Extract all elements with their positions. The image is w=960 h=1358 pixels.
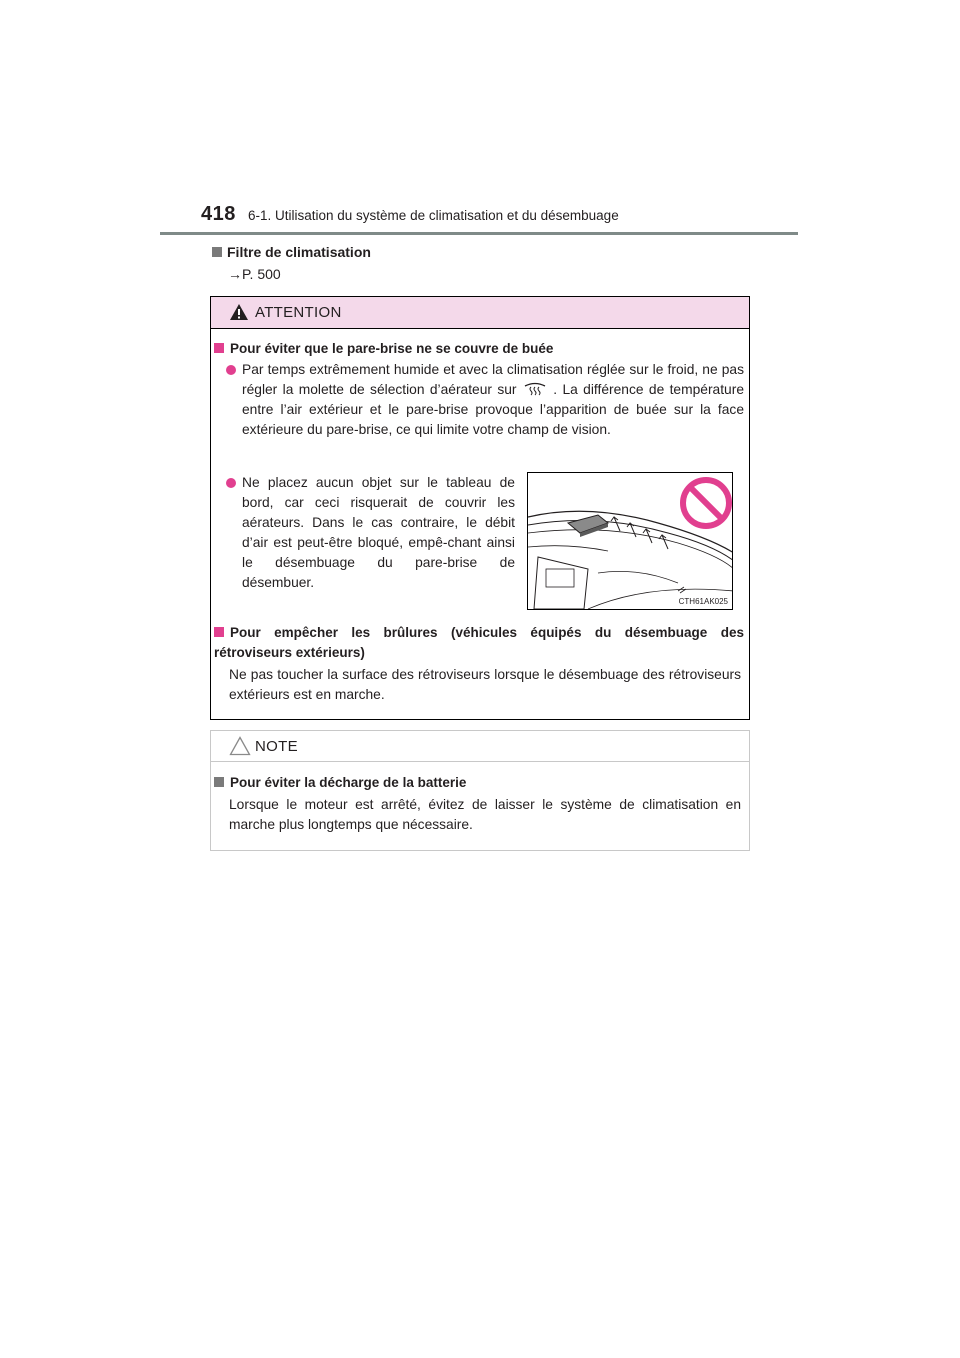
note-box — [210, 730, 750, 851]
illustration-code: CTH61AK025 — [678, 597, 728, 606]
warning-triangle-icon — [229, 303, 249, 321]
square-bullet-icon — [214, 777, 224, 787]
bullet-icon — [226, 478, 236, 488]
attention-section2-text: Ne pas toucher la surface des rétroviseurs lorsque le désembuage des rétroviseurs extérieurs est en marche. — [229, 667, 741, 702]
header-rule — [160, 232, 798, 235]
attention-bullet2: Ne placez aucun objet sur le tableau de bord, car ceci risquerait de couvrir les aérateurs. Dans le cas contraire, le débit d’air est peut-être bloqué, empê-chant ainsi le désembuage du pare-brise de désembuer. — [242, 475, 515, 590]
intro-heading — [212, 244, 371, 260]
section-title: 6-1. Utilisation du système de climatisation et du désembuage — [248, 208, 619, 223]
note-title: NOTE — [255, 738, 298, 755]
attention-section2-heading — [214, 623, 744, 663]
attention-section2-heading-text: Pour empêcher les brûlures (véhicules équipés du désembuage des rétroviseurs extérieurs) — [214, 625, 744, 660]
attention-bullet1-text-a: Par temps extrêmement humide et avec la climatisation réglée sur le froid, ne pas régler la molette de sélection d’aérateur sur — [242, 362, 744, 397]
page-number: 418 — [201, 203, 236, 225]
note-heading — [214, 773, 744, 793]
square-bullet-icon — [214, 343, 224, 353]
attention-header — [211, 297, 749, 329]
intro-heading-text: Filtre de climatisation — [227, 244, 371, 260]
page-reference: →P. 500 — [228, 266, 281, 282]
note-text: Lorsque le moteur est arrêté, évitez de laisser le système de climatisation en marche plus longtemps que nécessaire. — [229, 797, 741, 832]
square-bullet-icon — [212, 247, 222, 257]
dashboard-vent-drawing — [528, 473, 733, 610]
dashboard-illustration — [527, 472, 733, 610]
note-header — [211, 731, 749, 762]
attention-section1-heading — [214, 339, 744, 359]
attention-box — [210, 296, 750, 720]
bullet-icon — [226, 365, 236, 375]
attention-section1-heading-text: Pour éviter que le pare-brise ne se couvre de buée — [230, 341, 554, 356]
attention-title: ATTENTION — [255, 304, 342, 321]
attention-bullet1-text-b: . La différence de température entre l’air extérieur et le pare-brise provoque l’apparition de buée sur la face extérieure du pare-brise, ce qui limite votre champ de vision. — [242, 382, 744, 437]
attention-bullet1 — [242, 360, 744, 440]
caution-triangle-icon — [229, 736, 251, 756]
note-heading-text: Pour éviter la décharge de la batterie — [230, 775, 467, 790]
windshield-defrost-icon — [522, 382, 548, 396]
square-bullet-icon — [214, 627, 224, 637]
